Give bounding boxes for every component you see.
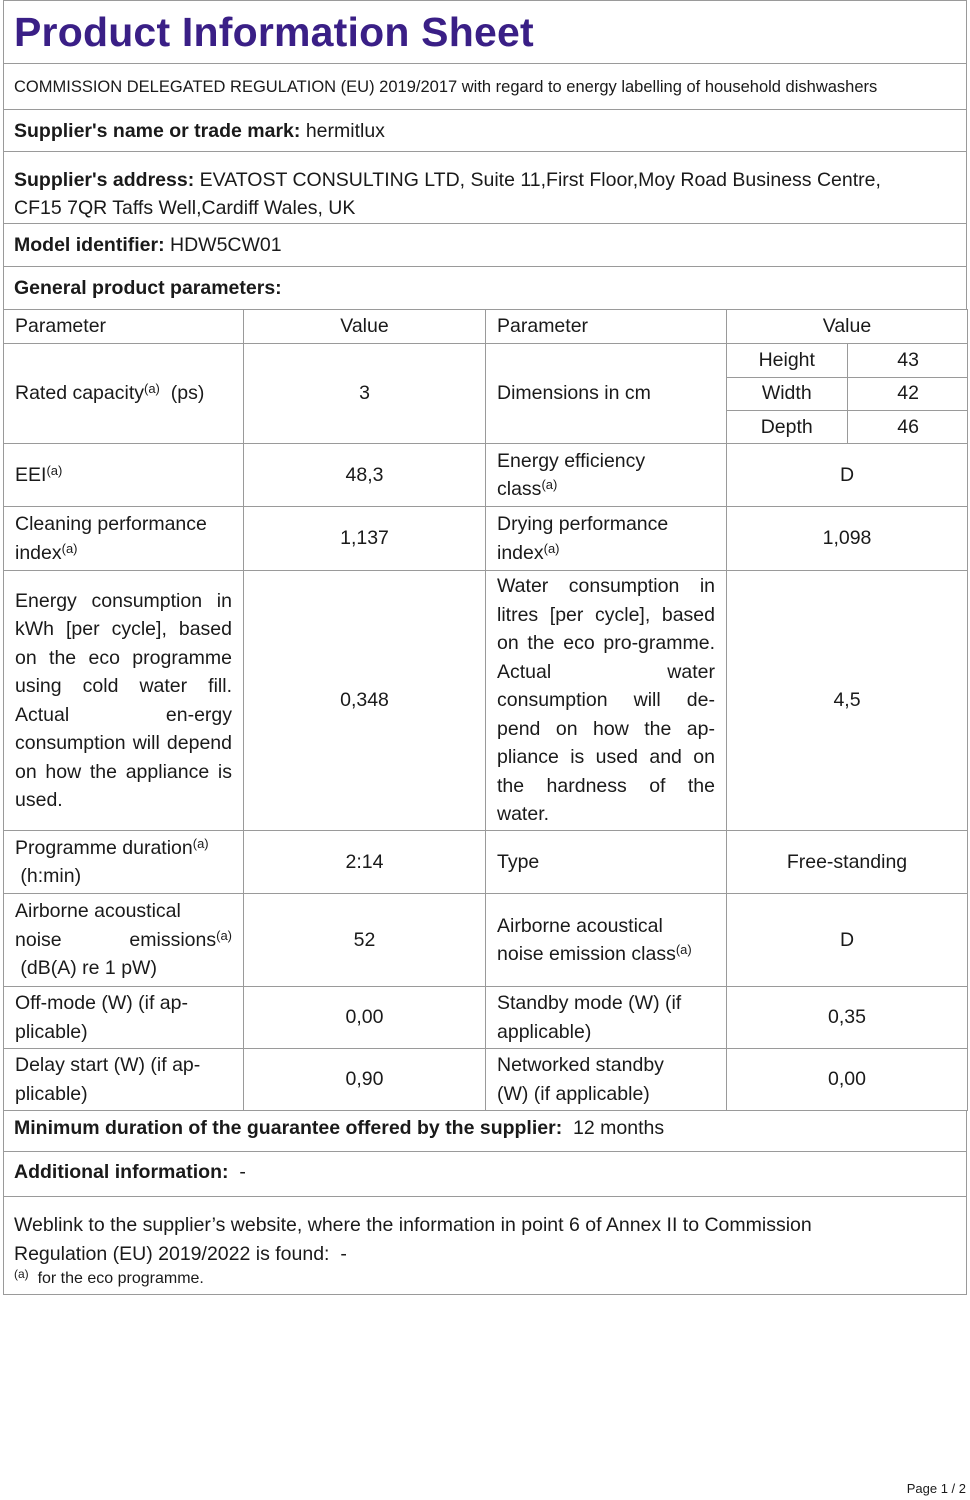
table-row [4, 344, 968, 444]
eei-label: EEI$^{(a)}$ [4, 444, 244, 507]
width-value: 42 [847, 377, 968, 410]
water-consumption-value: 4,5 [727, 571, 968, 831]
standby-label: Standby mode (W) (if applicable) [486, 987, 727, 1049]
water-consumption-label: Water consumption in litres [per cycle], based on the eco pro-gramme. Actual water consumption will de-pend on how the ap-pliance is used and on the hardness of the water. [486, 571, 727, 831]
width-label: Width [727, 377, 847, 410]
general-parameters-label: General product parameters: [14, 277, 282, 299]
header-value-1: Value [244, 310, 486, 344]
off-mode-value: 0,00 [244, 987, 486, 1049]
model-row [3, 223, 967, 266]
networked-standby-value: 0,00 [727, 1049, 968, 1111]
guarantee-row [3, 1111, 967, 1151]
standby-value: 0,35 [727, 987, 968, 1049]
table-row [4, 571, 968, 831]
header-parameter-1: Parameter [4, 310, 244, 344]
table-row [4, 987, 968, 1049]
table-row [4, 1049, 968, 1111]
noise-class-value: D [727, 894, 968, 987]
cleaning-index-value: 1,137 [244, 507, 486, 571]
model-label: Model identifier: [14, 234, 165, 256]
weblink-line1: Weblink to the supplier’s website, where the information in point 6 of Annex II to Commission [14, 1214, 812, 1236]
height-value: 43 [847, 344, 968, 377]
cleaning-index-label: Cleaning performance index$^{(a)}$ [4, 507, 244, 571]
energy-consumption-label: Energy consumption in kWh [per cycle], based on the eco programme using cold water fill. Actual en-ergy consumption will depend on how the appliance is used. [4, 571, 244, 831]
programme-duration-label: Programme duration$^{(a)}$ (h:min) [4, 831, 244, 894]
drying-index-value: 1,098 [727, 507, 968, 571]
networked-standby-label: Networked standby (W) (if applicable) [486, 1049, 727, 1111]
dimensions-table [727, 344, 968, 443]
off-mode-label: Off-mode (W) (if ap- plicable) [4, 987, 244, 1049]
additional-info-label: Additional information: [14, 1161, 229, 1183]
noise-class-label: Airborne acoustical noise emission class$^{(a)}$ [486, 894, 727, 987]
regulation-line: COMMISSION DELEGATED REGULATION (EU) 2019/2017 with regard to energy labelling of household dishwashers [3, 63, 967, 109]
supplier-value: hermitlux [305, 120, 385, 142]
drying-index-label: Drying performance index$^{(a)}$ [486, 507, 727, 571]
page-title: Product Information Sheet [3, 0, 967, 63]
table-header-row [4, 310, 968, 344]
guarantee-value: 12 months [573, 1117, 665, 1139]
delay-start-value: 0,90 [244, 1049, 486, 1111]
delay-start-label: Delay start (W) (if ap- plicable) [4, 1049, 244, 1111]
additional-info-value: - [239, 1161, 246, 1183]
weblink-value: - [340, 1243, 347, 1265]
table-row [4, 831, 968, 894]
table-row [4, 444, 968, 507]
footnote-mark: (a) [14, 1267, 29, 1281]
depth-label: Depth [727, 410, 847, 443]
rated-capacity-value: 3 [244, 344, 486, 444]
supplier-label: Supplier's name or trade mark: [14, 120, 301, 142]
additional-info-row [3, 1151, 967, 1196]
type-value: Free-standing [727, 831, 968, 894]
address-row [3, 151, 967, 223]
address-label: Supplier's address: [14, 169, 195, 191]
programme-duration-value: 2:14 [244, 831, 486, 894]
general-parameters-heading [3, 266, 967, 309]
eei-value: 48,3 [244, 444, 486, 507]
weblink-line2: Regulation (EU) 2019/2022 is found: [14, 1243, 330, 1265]
table-row [4, 894, 968, 987]
footnote [14, 1267, 204, 1288]
energy-class-label: Energy efficiency class$^{(a)}$ [486, 444, 727, 507]
depth-value: 46 [897, 415, 919, 438]
noise-label: Airborne acoustical noise emissions$^{(a)}$ (dB(A) re 1 pW) [4, 894, 244, 987]
type-label: Type [486, 831, 727, 894]
guarantee-label: Minimum duration of the guarantee offered by the supplier: [14, 1117, 563, 1139]
dimensions-cell [727, 344, 968, 444]
height-label: Height [727, 344, 847, 377]
rated-capacity-label: Rated capacity$^{(a)}$ (ps) [4, 344, 244, 444]
energy-class-value: D [727, 444, 968, 507]
parameters-table [3, 309, 968, 1111]
product-information-sheet [3, 0, 967, 1295]
model-value: HDW5CW01 [170, 234, 282, 256]
dimensions-label: Dimensions in cm [486, 344, 727, 444]
noise-value: 52 [244, 894, 486, 987]
supplier-row [3, 109, 967, 151]
energy-consumption-value: 0,348 [244, 571, 486, 831]
address-line1: EVATOST CONSULTING LTD, Suite 11,First Floor,Moy Road Business Centre, [199, 169, 881, 191]
address-line2: CF15 7QR Taffs Well,Cardiff Wales, UK [14, 197, 356, 219]
footnote-text: for the eco programme. [37, 1270, 204, 1287]
table-row [4, 507, 968, 571]
page-number: Page 1 / 2 [906, 1481, 966, 1496]
header-parameter-2: Parameter [486, 310, 727, 344]
header-value-2: Value [727, 310, 968, 344]
